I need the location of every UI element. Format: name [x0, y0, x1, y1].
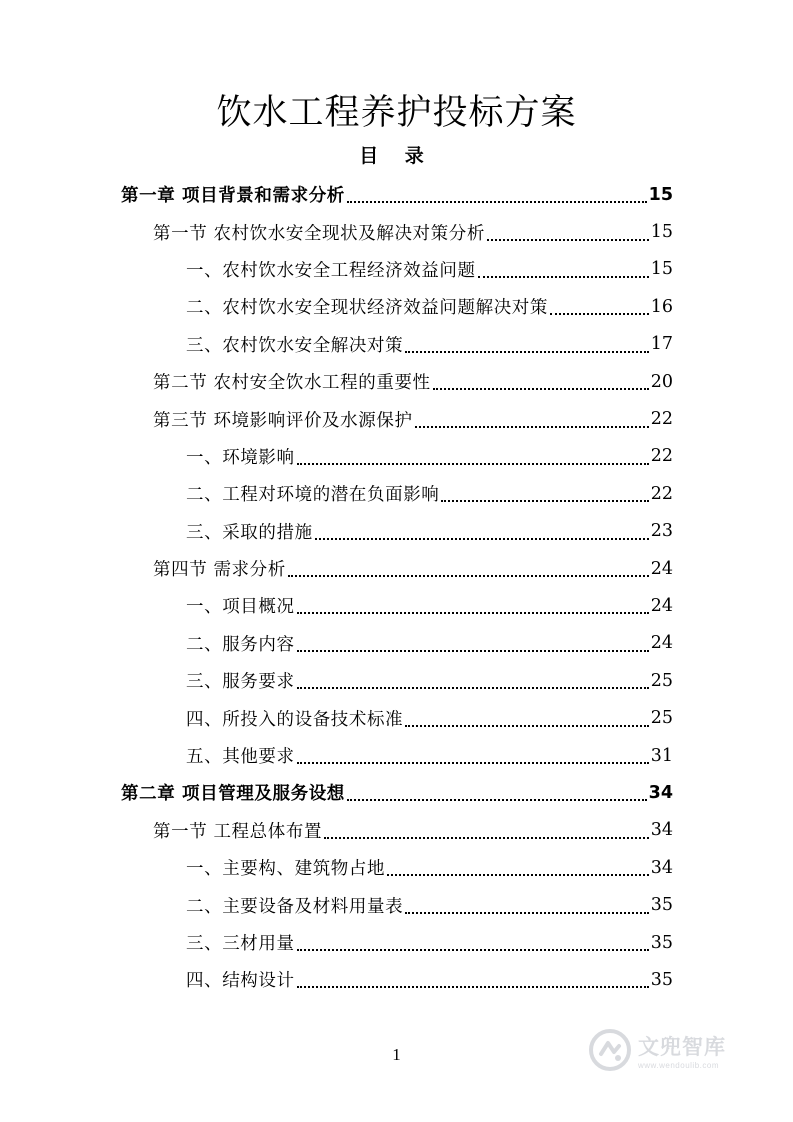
toc-dot-leader [433, 387, 649, 390]
toc-dot-leader [550, 312, 649, 315]
toc-dot-leader [297, 985, 649, 988]
toc-entry-page: 35 [650, 969, 673, 990]
toc-dot-leader [405, 911, 649, 914]
toc-entry-page: 34 [650, 857, 673, 878]
toc-entry-page: 25 [650, 708, 673, 729]
toc-entry-label: 四、结构设计 [186, 971, 295, 992]
toc-entry-page: 35 [650, 932, 673, 953]
toc-entry-page: 35 [650, 895, 673, 916]
toc-entry-page: 34 [648, 782, 673, 803]
toc-subsection-entry[interactable] [0, 699, 673, 736]
toc-entry-label: 二、农村饮水安全现状经济效益问题解决对策 [186, 298, 548, 319]
toc-entry-label: 第三节 环境影响评价及水源保护 [153, 410, 413, 431]
toc-chapter-entry[interactable] [0, 774, 673, 811]
toc-entry-page: 15 [650, 222, 673, 243]
toc-section-entry[interactable] [0, 213, 673, 250]
toc-dot-leader [441, 499, 648, 502]
toc-entry-label: 四、所投入的设备技术标准 [186, 709, 404, 730]
toc-subsection-entry[interactable] [0, 587, 673, 624]
toc-dot-leader [387, 873, 649, 876]
toc-section-entry[interactable] [0, 550, 673, 587]
toc-heading: 目 录 [359, 145, 434, 167]
toc-subsection-entry[interactable] [0, 326, 673, 363]
toc-subsection-entry[interactable] [0, 886, 673, 923]
toc-entry-page: 31 [650, 745, 673, 766]
watermark [588, 1020, 758, 1080]
toc-section-entry[interactable] [0, 812, 673, 849]
toc-entry-label: 第四节 需求分析 [153, 560, 286, 581]
watermark-url: www.wendoulib.com [638, 1060, 719, 1070]
toc-entry-label: 一、环境影响 [186, 447, 295, 468]
toc-section-entry[interactable] [0, 363, 673, 400]
toc-entry-page: 24 [650, 558, 673, 579]
toc-dot-leader [297, 948, 649, 951]
toc-entry-page: 25 [650, 670, 673, 691]
toc-entry-label: 三、三材用量 [186, 934, 295, 954]
toc-dot-leader [415, 425, 649, 428]
page-number: 1 [392, 1045, 401, 1064]
toc-subsection-entry[interactable] [0, 961, 673, 998]
toc-dot-leader [347, 798, 647, 801]
toc-entry-page: 23 [650, 521, 673, 542]
toc-dot-leader [297, 761, 649, 764]
toc-entry-label: 第一节 农村饮水安全现状及解决对策分析 [153, 223, 485, 244]
toc-subsection-entry[interactable] [0, 288, 673, 325]
toc-dot-leader [405, 350, 649, 353]
toc-subsection-entry[interactable] [0, 662, 673, 699]
toc-dot-leader [324, 836, 649, 839]
document-title: 饮水工程养护投标方案 [216, 93, 577, 133]
toc-dot-leader [297, 686, 649, 689]
toc-dot-leader [288, 574, 649, 577]
toc-dot-leader [315, 537, 649, 540]
toc-subsection-entry[interactable] [0, 924, 673, 961]
toc-entry-label: 三、农村饮水安全解决对策 [186, 335, 404, 356]
table-of-contents [0, 176, 793, 999]
watermark-name: 文兜智库 [638, 1034, 726, 1059]
toc-subsection-entry[interactable] [0, 475, 673, 512]
toc-entry-page: 16 [650, 296, 673, 317]
toc-dot-leader [347, 200, 647, 203]
toc-entry-label: 一、农村饮水安全工程经济效益问题 [186, 260, 476, 281]
toc-entry-page: 24 [650, 633, 673, 654]
watermark-logo-icon [588, 1028, 632, 1072]
toc-section-entry[interactable] [0, 400, 673, 437]
toc-entry-label: 三、服务要求 [186, 672, 295, 693]
toc-entry-label: 第二章 项目管理及服务设想 [121, 784, 345, 805]
toc-entry-page: 24 [650, 595, 673, 616]
toc-entry-label: 二、服务内容 [186, 634, 295, 655]
toc-entry-page: 15 [648, 184, 673, 205]
toc-subsection-entry[interactable] [0, 251, 673, 288]
toc-subsection-entry[interactable] [0, 737, 673, 774]
toc-entry-page: 22 [650, 409, 673, 430]
toc-entry-label: 二、工程对环境的潜在负面影响 [186, 485, 440, 506]
toc-entry-label: 一、项目概况 [186, 597, 295, 618]
toc-chapter-entry[interactable] [0, 176, 673, 213]
toc-entry-page: 20 [650, 371, 673, 392]
toc-subsection-entry[interactable] [0, 513, 673, 550]
toc-dot-leader [297, 462, 649, 465]
toc-entry-label: 第一章 项目背景和需求分析 [121, 186, 345, 207]
toc-entry-label: 第一节 工程总体布置 [153, 821, 323, 842]
toc-entry-page: 34 [650, 820, 673, 841]
toc-dot-leader [405, 724, 649, 727]
toc-entry-page: 22 [650, 483, 673, 504]
toc-subsection-entry[interactable] [0, 849, 673, 886]
toc-dot-leader [297, 649, 649, 652]
toc-entry-page: 15 [650, 259, 673, 280]
toc-dot-leader [487, 238, 649, 241]
toc-entry-label: 第二节 农村安全饮水工程的重要性 [153, 373, 431, 394]
toc-entry-label: 三、采取的措施 [186, 522, 313, 543]
toc-entry-page: 17 [650, 334, 673, 355]
toc-dot-leader [478, 275, 649, 278]
toc-entry-label: 一、主要构、建筑物占地 [186, 859, 386, 880]
toc-entry-label: 二、主要设备及材料用量表 [186, 896, 404, 917]
toc-subsection-entry[interactable] [0, 438, 673, 475]
toc-dot-leader [297, 611, 649, 614]
toc-subsection-entry[interactable] [0, 625, 673, 662]
toc-entry-page: 22 [650, 446, 673, 467]
toc-entry-label: 五、其他要求 [186, 747, 295, 768]
